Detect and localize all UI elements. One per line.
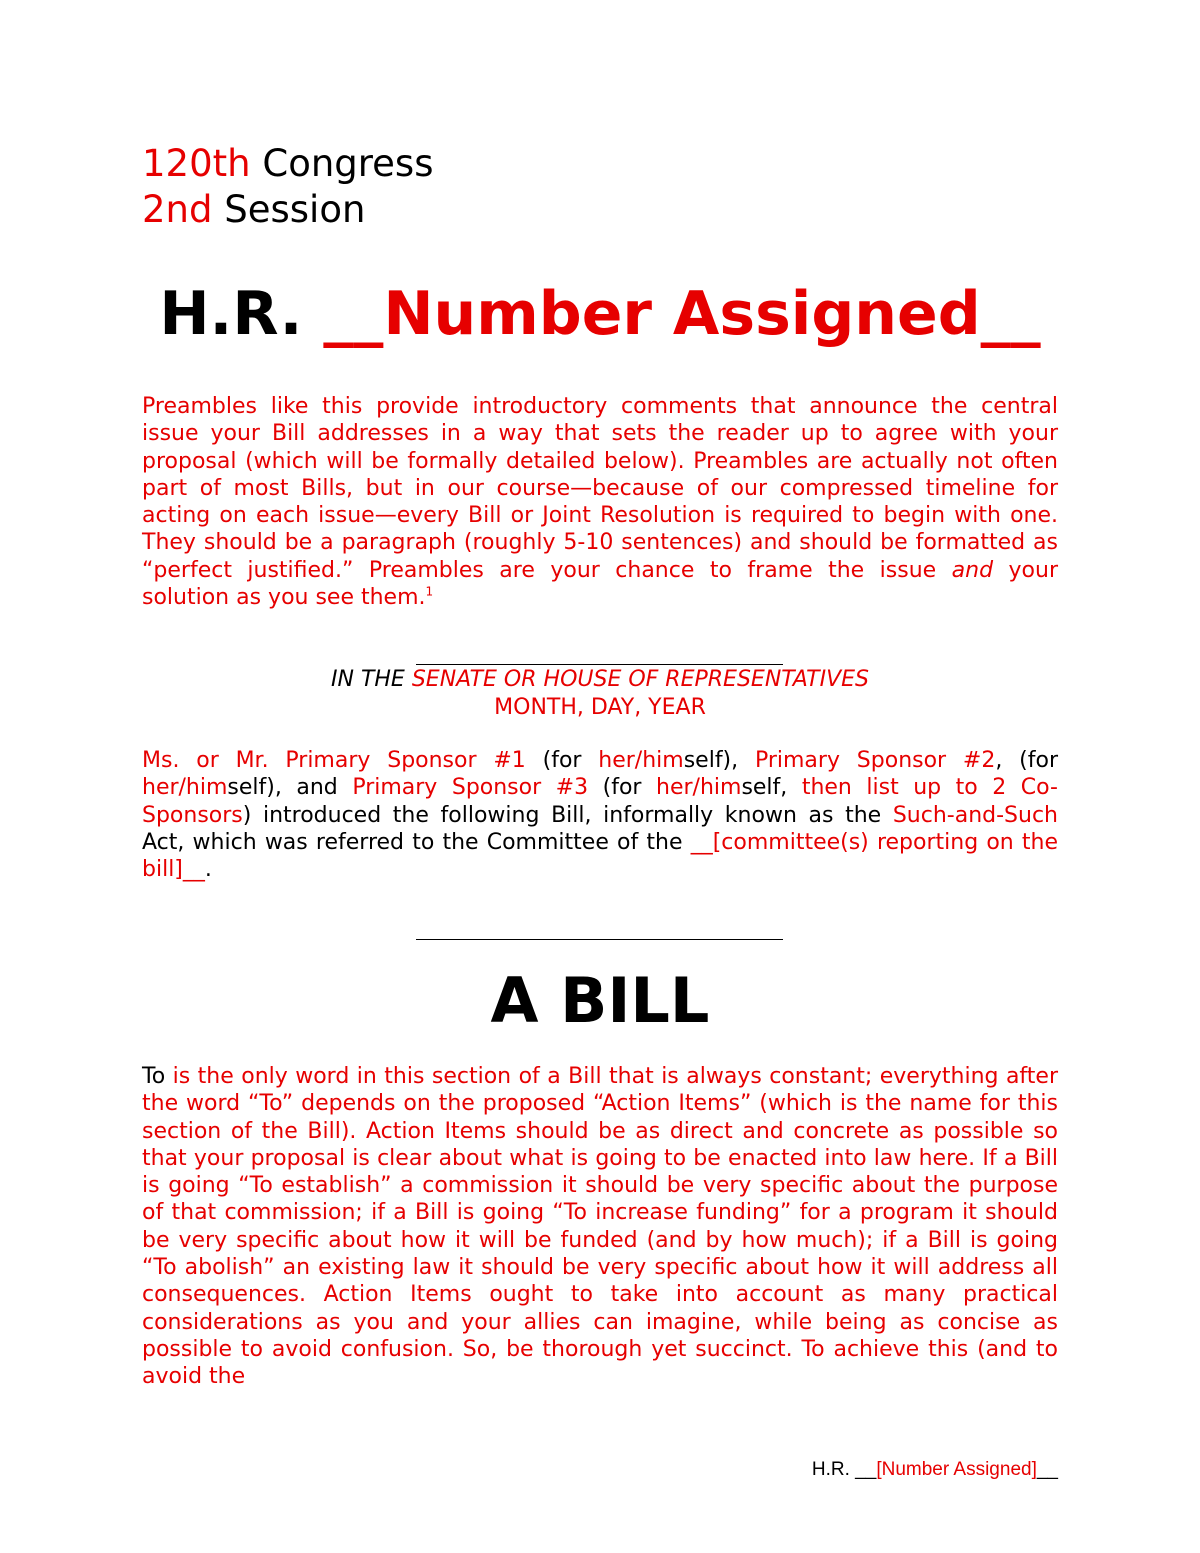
- separator-rule: [416, 664, 783, 665]
- preamble-italic-word: and: [951, 557, 994, 583]
- sponsor-text: , (for: [995, 748, 1059, 773]
- footnote-marker[interactable]: 1: [425, 584, 434, 599]
- congress-line: [142, 141, 433, 187]
- committee-placeholder: __[committee(s) reporting on the bill]__: [142, 829, 1059, 883]
- sponsor-1: Ms. or Mr. Primary Sponsor #1: [142, 748, 526, 773]
- bill-number-title: [0, 278, 1200, 350]
- action-first-word: To: [142, 1064, 166, 1089]
- session-word: Session: [224, 188, 366, 231]
- page-footer: [812, 1458, 1058, 1482]
- sponsor-text: Act, which was referred to the Committee of the: [142, 829, 683, 855]
- pronoun-placeholder: her/him: [656, 775, 742, 801]
- chamber-prefix: IN THE: [331, 667, 405, 692]
- sponsor-text: (for: [602, 775, 642, 801]
- sponsor-text: ) introduced the following Bill, informally known as the: [242, 802, 882, 828]
- sponsor-3: Primary Sponsor #3: [352, 775, 589, 801]
- pronoun-placeholder: her/him: [142, 775, 228, 801]
- pronoun-placeholder: her/him: [598, 748, 684, 773]
- bill-number-prefix: H.R.: [159, 279, 303, 349]
- sponsor-text: self), and: [227, 775, 338, 801]
- session-number: 2nd: [142, 188, 213, 231]
- preamble-paragraph: [142, 393, 1058, 611]
- footer-prefix: H.R. __: [811, 1459, 877, 1480]
- bill-number-placeholder: __Number Assigned__: [323, 279, 1041, 349]
- action-items-text: is the only word in this section of a Bill that is always constant; everything after the word “To” depends on the proposed “Action Items” (which is the name for this section of the Bill). Action Items should be as direct and concrete as possible so that your proposal is clear about what is going to be enacted into law here. If a Bill is going “To establish” a commission it should be very specific about the purpose of that commission; if a Bill is going “To increase funding” for a program it should be very specific about how it will be funded (and by how much); if a Bill is going “To abolish” an existing law it should be very specific about how it will address all consequences. Action Items ought to take into account as many practical considerations as you and your allies can imagine, while being as concise as possible to avoid confusion. So, be thorough yet succinct. To achieve this (and to avoid the: [142, 1064, 1058, 1390]
- session-line: [142, 187, 365, 233]
- congress-word: Congress: [262, 142, 434, 185]
- chamber-line: [0, 666, 1200, 694]
- preamble-text-end: your solution as you see them.: [142, 557, 1058, 611]
- footer-placeholder: [Number Assigned]: [876, 1459, 1037, 1480]
- sponsor-text: self),: [683, 748, 739, 773]
- sponsor-text: self,: [741, 775, 788, 801]
- bill-heading: A BILL: [490, 964, 710, 1037]
- co-sponsors: then list up to 2 Co-Sponsors: [142, 775, 1058, 828]
- preamble-text: Preambles like this provide introductory comments that announce the central issue your Bill addresses in a way that sets the reader up to agree with your proposal (which will be formally detailed below). Preambles are actually not often part of most Bills, but in our course—because of our compressed timeline for acting on each issue—every Bill or Joint Resolution is required to begin with one. They should be a paragraph (roughly 5-10 sentences) and should be formatted as “perfect justified.” Preambles are your chance to frame the issue: [142, 394, 1058, 583]
- separator-rule: [416, 939, 783, 940]
- act-name: Such-and-Such: [892, 802, 1059, 828]
- sponsors-paragraph: [142, 747, 1058, 883]
- sponsor-text: (for: [542, 748, 582, 773]
- congress-number: 120th: [142, 142, 251, 185]
- footer-suffix: __: [1036, 1459, 1058, 1480]
- chamber-name: SENATE OR HOUSE OF REPRESENTATIVES: [411, 667, 869, 692]
- action-items-paragraph: [142, 1063, 1058, 1391]
- date-line: MONTH, DAY, YEAR: [494, 695, 706, 720]
- sponsor-2: Primary Sponsor #2: [754, 748, 996, 773]
- sponsor-text: .: [204, 857, 212, 883]
